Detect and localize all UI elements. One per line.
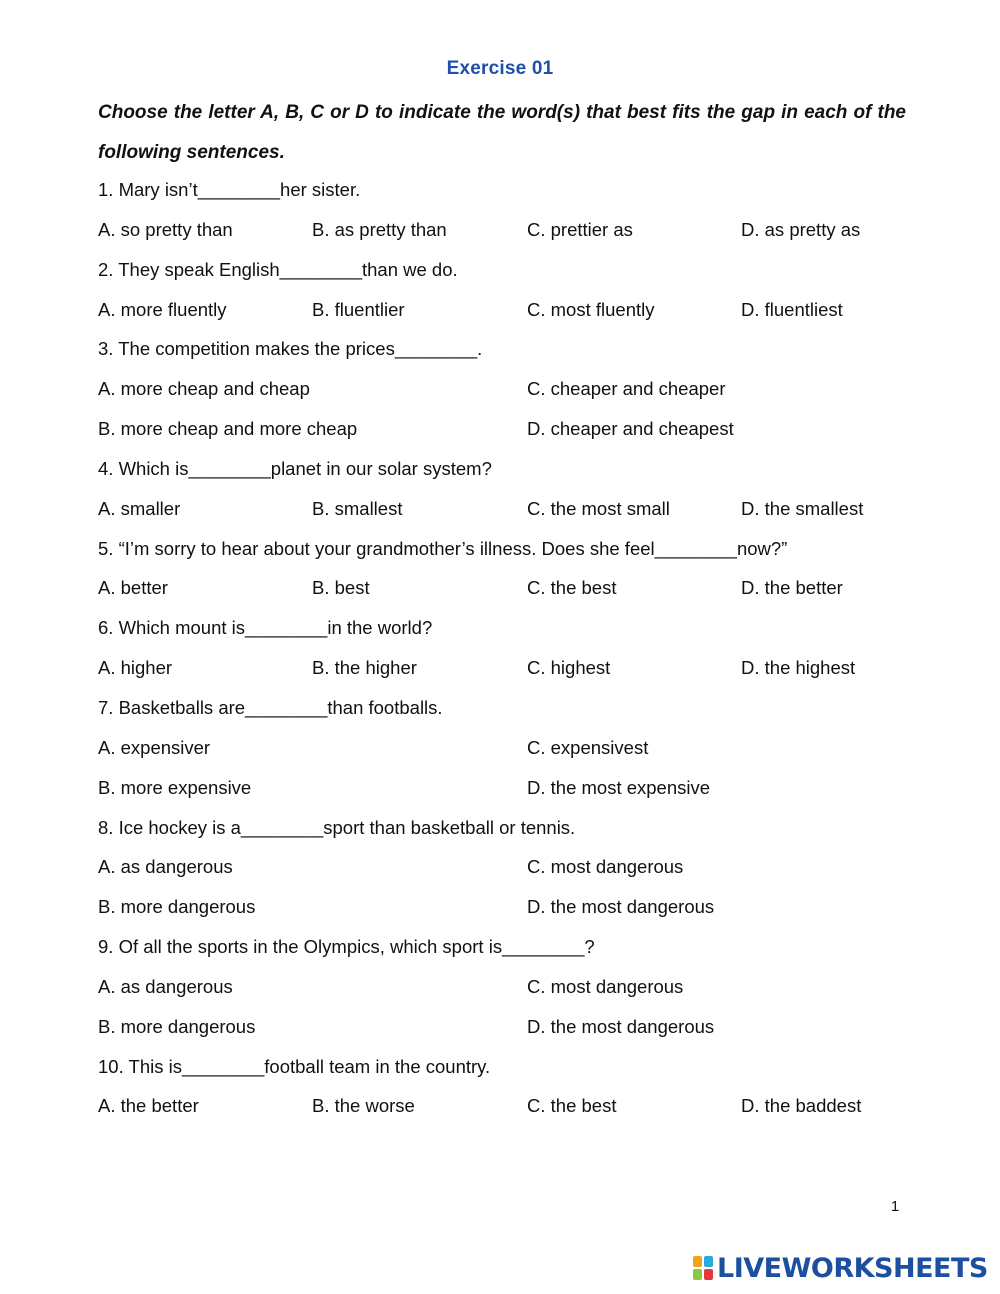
answer-options-row [98, 409, 918, 449]
liveworksheets-brand[interactable] [693, 1252, 988, 1284]
answer-option[interactable]: B. best [312, 577, 370, 599]
answer-option[interactable]: A. the better [98, 1095, 199, 1117]
question-text: 6. Which mount is________in the world? [98, 617, 433, 639]
answer-options-row [98, 489, 918, 529]
answer-option[interactable]: A. so pretty than [98, 218, 233, 240]
question-text: 2. They speak English________than we do. [98, 258, 458, 280]
answer-options-row [98, 369, 918, 409]
answer-option[interactable]: A. as dangerous [98, 975, 233, 997]
answer-option[interactable]: A. better [98, 577, 168, 599]
answer-option[interactable]: B. more dangerous [98, 1015, 256, 1037]
answer-option[interactable]: A. expensiver [98, 736, 211, 758]
answer-option[interactable]: B. more cheap and more cheap [98, 418, 358, 440]
answer-option[interactable]: B. as pretty than [312, 218, 447, 240]
question-text: 9. Of all the sports in the Olympics, which sport is________? [98, 936, 595, 958]
answer-option[interactable]: C. cheaper and cheaper [527, 378, 726, 400]
answer-option[interactable]: D. the baddest [741, 1095, 862, 1117]
question-text: 1. Mary isn’t________her sister. [98, 179, 361, 200]
answer-options-row [98, 1007, 918, 1047]
answer-option[interactable]: D. the most expensive [527, 776, 711, 798]
answer-option[interactable]: D. cheaper and cheapest [527, 418, 734, 440]
answer-option[interactable]: A. as dangerous [98, 856, 233, 878]
answer-option[interactable]: C. prettier as [527, 218, 633, 240]
answer-options-row [98, 1086, 918, 1126]
answer-option[interactable]: C. expensivest [527, 736, 649, 758]
answer-option[interactable]: C. the best [527, 577, 617, 599]
answer-option[interactable]: B. fluentlier [312, 298, 405, 320]
answer-option[interactable]: D. the most dangerous [527, 896, 715, 918]
answer-options-row [98, 210, 918, 250]
answer-option[interactable]: C. the most small [527, 497, 670, 519]
question-text: 10. This is________football team in the country. [98, 1055, 491, 1077]
answer-option[interactable]: C. most dangerous [527, 856, 684, 878]
page-number: 1 [890, 1198, 900, 1215]
question-text: 4. Which is________planet in our solar system? [98, 457, 492, 479]
answer-option[interactable]: B. the worse [312, 1095, 415, 1117]
answer-option[interactable]: B. smallest [312, 497, 403, 519]
question-text: 7. Basketballs are________than footballs. [98, 696, 443, 718]
answer-option[interactable]: A. more cheap and cheap [98, 378, 310, 400]
answer-options-row [98, 568, 918, 608]
answer-option[interactable]: B. more dangerous [98, 896, 256, 918]
logo-square-3 [693, 1269, 702, 1280]
answer-option[interactable]: B. the higher [312, 657, 417, 679]
answer-option[interactable]: C. highest [527, 657, 611, 679]
brand-name: LIVEWORKSHEETS [717, 1252, 988, 1284]
question-text: 8. Ice hockey is a________sport than basketball or tennis. [98, 816, 576, 838]
answer-options-row [98, 648, 918, 688]
question-text: 3. The competition makes the prices________. [98, 338, 483, 360]
answer-option[interactable]: C. most dangerous [527, 975, 684, 997]
question-list [98, 170, 918, 1126]
liveworksheets-logo-icon [693, 1256, 713, 1280]
page-title: Exercise 01 [446, 58, 554, 79]
answer-option[interactable]: C. most fluently [527, 298, 655, 320]
answer-option[interactable]: A. more fluently [98, 298, 227, 320]
answer-option[interactable]: A. higher [98, 657, 173, 679]
answer-options-row [98, 290, 918, 330]
answer-option[interactable]: D. the smallest [741, 497, 864, 519]
answer-options-row [98, 728, 918, 768]
answer-option[interactable]: D. the most dangerous [527, 1015, 715, 1037]
logo-square-4 [704, 1269, 713, 1280]
answer-option[interactable]: D. as pretty as [741, 218, 861, 240]
answer-option[interactable]: D. the highest [741, 657, 856, 679]
logo-square-2 [704, 1256, 713, 1267]
question-text: 5. “I’m sorry to hear about your grandmother’s illness. Does she feel________now?” [98, 537, 788, 559]
answer-option[interactable]: A. smaller [98, 497, 181, 519]
answer-option[interactable]: D. the better [741, 577, 843, 599]
answer-options-row [98, 887, 918, 927]
answer-option[interactable]: D. fluentliest [741, 298, 843, 320]
answer-options-row [98, 967, 918, 1007]
answer-options-row [98, 847, 918, 887]
answer-options-row [98, 768, 918, 808]
logo-square-1 [693, 1256, 702, 1267]
instructions: Choose the letter A, B, C or D to indicate the word(s) that best fits the gap in each of the following sentences. [98, 102, 906, 163]
answer-option[interactable]: B. more expensive [98, 776, 252, 798]
answer-option[interactable]: C. the best [527, 1095, 617, 1117]
